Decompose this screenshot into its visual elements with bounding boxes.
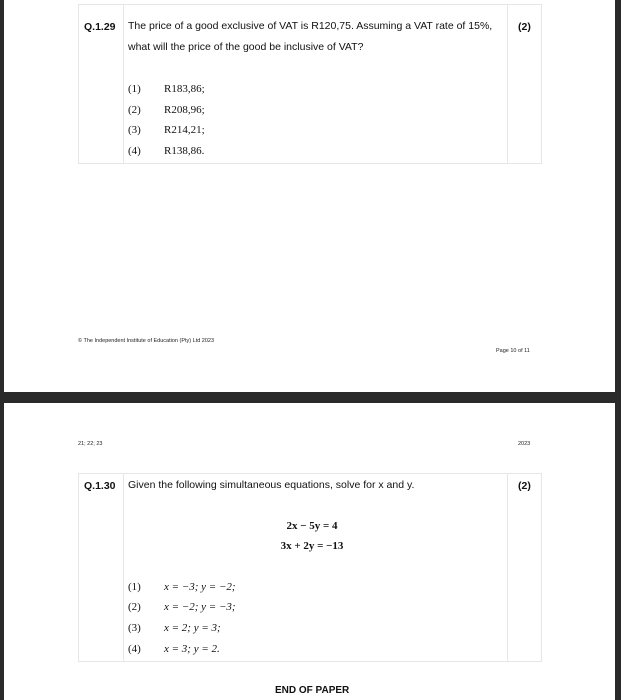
option-text: R183,86;: [164, 83, 205, 95]
question-marks: (2): [518, 21, 531, 33]
option-1: [128, 581, 236, 593]
page-number: Page 10 of 11: [496, 348, 530, 354]
option-3: [128, 124, 205, 136]
option-number: (2): [128, 104, 141, 116]
copyright-footer: © The Independent Institute of Education (Pty) Ltd 2023: [78, 338, 215, 344]
option-4: [128, 643, 220, 655]
table-right-border: [541, 4, 542, 164]
option-number: (2): [128, 601, 141, 613]
option-text: x = 2; y = 3;: [164, 622, 221, 634]
option-text: R208,96;: [164, 104, 205, 116]
question-marks: (2): [518, 480, 531, 492]
table-bottom-border: [78, 163, 541, 164]
marks-column-divider: [507, 4, 508, 164]
question-text-line1: The price of a good exclusive of VAT is R120,75. Assuming a VAT rate of 15%,: [128, 20, 493, 32]
option-number: (3): [128, 124, 141, 136]
table-column-divider: [123, 4, 124, 164]
option-text: x = 3; y = 2.: [164, 643, 220, 655]
option-text: x = −2; y = −3;: [164, 601, 236, 613]
option-text: R138,86.: [164, 145, 205, 157]
question-text: Given the following simultaneous equations, solve for x and y.: [128, 479, 415, 491]
option-text: x = −3; y = −2;: [164, 581, 236, 593]
header-right-year: 2023: [518, 441, 531, 447]
option-number: (4): [128, 643, 141, 655]
table-top-border: [78, 4, 541, 5]
exam-page-11: [4, 403, 615, 700]
table-top-border: [78, 473, 541, 474]
header-left-codes: 21; 22; 23: [78, 441, 103, 447]
option-3: [128, 622, 221, 634]
table-bottom-border: [78, 661, 541, 662]
equation-1: 2x − 5y = 4: [286, 520, 338, 532]
option-number: (3): [128, 622, 141, 634]
option-2: [128, 601, 236, 613]
option-number: (1): [128, 83, 141, 95]
option-2: [128, 104, 205, 116]
question-text-line2: what will the price of the good be inclusive of VAT?: [128, 41, 364, 53]
question-number: Q.1.29: [84, 21, 116, 33]
table-right-border: [541, 473, 542, 662]
marks-column-divider: [507, 473, 508, 662]
table-left-border: [78, 473, 79, 662]
question-number: Q.1.30: [84, 480, 116, 492]
option-text: R214,21;: [164, 124, 205, 136]
exam-page-10: [4, 0, 615, 392]
option-number: (1): [128, 581, 141, 593]
table-left-border: [78, 4, 79, 164]
option-1: [128, 83, 205, 95]
equation-2: 3x + 2y = −13: [280, 540, 344, 552]
table-column-divider: [123, 473, 124, 662]
option-number: (4): [128, 145, 141, 157]
end-of-paper: END OF PAPER: [275, 685, 350, 696]
option-4: [128, 145, 204, 157]
